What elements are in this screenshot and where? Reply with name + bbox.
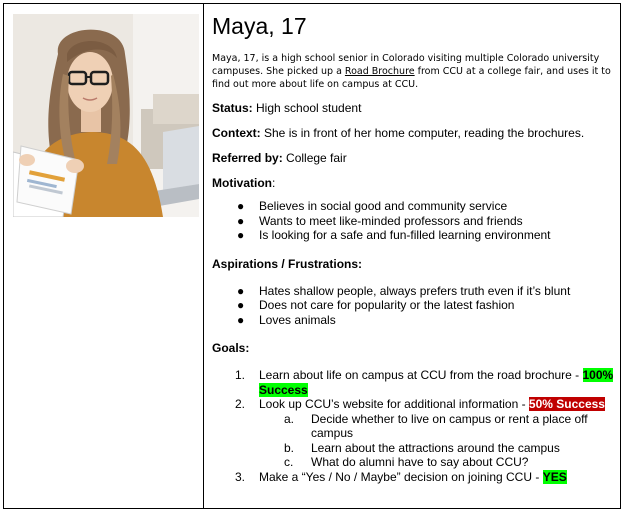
- persona-intro: [212, 52, 614, 91]
- list-item: [212, 298, 614, 313]
- list-item-text: Hates shallow people, always prefers truth even if it’s blunt: [259, 283, 571, 298]
- context-label: Context:: [212, 126, 261, 140]
- intro-text-start: Maya, 17, is a high school senior in Colorado visiting multiple Colorado university campuses. She picked up a: [212, 53, 600, 77]
- context-field: [212, 126, 614, 141]
- sub-goal-text: Decide whether to live on campus or rent a place off campus: [311, 411, 588, 440]
- referred-value: College fair: [282, 151, 347, 165]
- list-item: [212, 313, 614, 328]
- goal-text: Learn about life on campus at CCU from the road brochure -: [259, 368, 583, 382]
- motivation-heading: [212, 176, 614, 191]
- sub-goal-item: [212, 412, 614, 441]
- sub-goal-letter: c.: [284, 455, 294, 469]
- aspirations-label: Aspirations / Frustrations:: [212, 256, 363, 271]
- goal-number: 1.: [235, 368, 246, 382]
- persona-name: Maya, 17: [212, 13, 307, 39]
- status-label: Status:: [212, 101, 253, 115]
- success-badge: YES: [542, 469, 567, 484]
- road-brochure-link[interactable]: Road Brochure: [344, 66, 415, 77]
- bullet-icon: ●: [237, 298, 245, 312]
- list-item-text: Wants to meet like-minded professors and friends: [259, 213, 523, 228]
- bullet-icon: ●: [237, 312, 245, 327]
- goal-number: 3.: [235, 469, 246, 484]
- goals-list: [212, 368, 614, 484]
- list-item-text: Believes in social good and community service: [259, 199, 508, 213]
- list-item-text: Does not care for popularity or the latest fashion: [259, 298, 515, 312]
- referred-field: [212, 151, 614, 166]
- sub-goal-text: What do alumni have to say about CCU?: [311, 455, 529, 469]
- intro-text-end: from CCU at a college fair, and uses it to find out more about life on campus at CCU.: [212, 66, 611, 90]
- list-item: [212, 284, 614, 299]
- motivation-colon: :: [272, 176, 276, 190]
- sub-goal-item: [212, 455, 614, 470]
- goal-number: 2.: [235, 397, 246, 411]
- list-item: [212, 214, 614, 229]
- success-badge: 100% Success: [259, 368, 614, 397]
- goal-item: [212, 470, 614, 485]
- goal-item: [212, 397, 614, 470]
- sub-goal-text: Learn about the attractions around the campus: [311, 440, 560, 455]
- status-field: [212, 101, 614, 116]
- sub-goal-letter: a.: [284, 411, 295, 426]
- referred-label: Referred by:: [212, 151, 283, 165]
- bullet-icon: ●: [237, 199, 245, 213]
- bullet-icon: ●: [237, 283, 245, 298]
- column-divider: [203, 4, 204, 508]
- list-item-text: Is looking for a safe and fun-filled learning environment: [259, 228, 551, 242]
- motivation-list: [212, 199, 614, 243]
- persona-card: [3, 3, 621, 509]
- persona-photo-illustration: [13, 14, 199, 217]
- bullet-icon: ●: [237, 213, 245, 228]
- goal-item: [212, 368, 614, 397]
- aspirations-heading: [212, 257, 614, 272]
- persona-details: [212, 12, 614, 484]
- goal-text: Look up CCU’s website for additional information -: [259, 397, 529, 411]
- list-item: [212, 228, 614, 243]
- list-item-text: Loves animals: [259, 312, 336, 327]
- success-badge: 50% Success: [528, 397, 605, 411]
- goals-label: Goals:: [212, 341, 250, 355]
- status-value: High school student: [252, 101, 362, 115]
- persona-photo: [13, 14, 199, 217]
- goal-text: Make a “Yes / No / Maybe” decision on joining CCU -: [259, 469, 543, 484]
- goal-subitems: [259, 412, 614, 470]
- context-value: She is in front of her home computer, reading the brochures.: [260, 126, 585, 140]
- goals-heading: [212, 341, 614, 356]
- sub-goal-item: [212, 441, 614, 456]
- list-item: [212, 199, 614, 214]
- sub-goal-letter: b.: [284, 440, 295, 455]
- motivation-label: Motivation: [212, 176, 272, 190]
- aspirations-list: [212, 284, 614, 328]
- bullet-icon: ●: [237, 228, 245, 242]
